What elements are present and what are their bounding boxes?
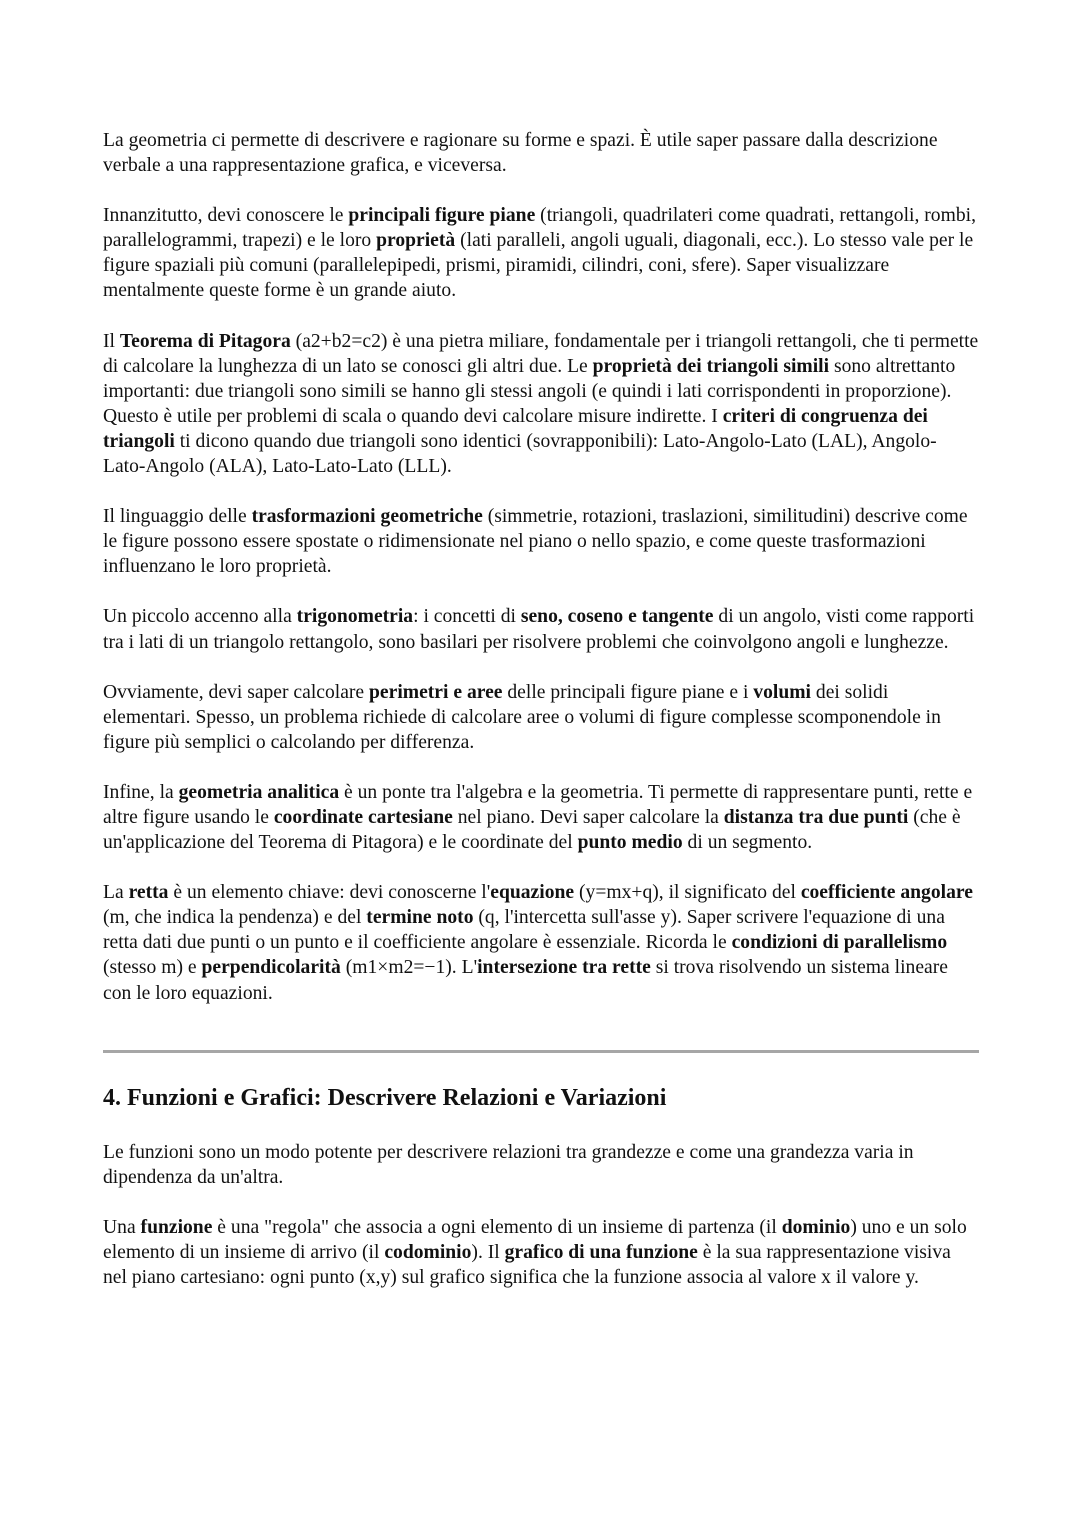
- text-run: è un ponte tra l'algebra e la geometria. Ti permette di rappresentare punti, rette e altre figure usando le: [103, 781, 973, 828]
- paragraph: [103, 329, 979, 480]
- bold-term: termine noto: [366, 907, 474, 929]
- text-run: ). Il: [471, 1241, 505, 1263]
- bold-term: codominio: [384, 1241, 472, 1263]
- text-run: delle principali figure piane e i: [502, 681, 754, 703]
- section-heading: 4. Funzioni e Grafici: Descrivere Relazioni e Variazioni: [103, 1084, 667, 1111]
- text-run: (a2+b2=c2) è una pietra miliare, fondamentale per i triangoli rettangoli, che ti permette di calcolare la lunghezza di un lato se conosci gli altri due. Le: [103, 330, 979, 377]
- bold-term: proprietà: [376, 230, 456, 252]
- bold-term: retta: [128, 882, 169, 904]
- bold-term: equazione: [490, 882, 575, 904]
- text-run: (y=mx+q), il significato del: [574, 882, 801, 904]
- text-run: (stesso m) e: [103, 957, 202, 979]
- text-run: La: [103, 882, 129, 904]
- text-run: ti dicono quando due triangoli sono identici (sovrapponibili): Lato-Angolo-Lato (LAL), Angolo-Lato-Angolo (ALA), Lato-Lato-Lato (LLL).: [103, 430, 937, 478]
- paragraph: [103, 128, 979, 178]
- bold-term: coefficiente angolare: [800, 882, 973, 904]
- text-run: Ovviamente, devi saper calcolare: [103, 681, 370, 703]
- text-run: è una "regola" che associa a ogni elemento di un insieme di partenza (il: [212, 1216, 782, 1238]
- text-run: Un piccolo accenno alla: [103, 606, 297, 628]
- paragraph: [103, 780, 979, 855]
- text-run: (m1×m2=−1). L': [340, 957, 478, 979]
- text-run: nel piano. Devi saper calcolare la: [452, 806, 724, 828]
- text-run: (m, che indica la pendenza) e del: [103, 907, 367, 929]
- text-run: (che è un'applicazione del Teorema di Pitagora) e le coordinate del: [103, 806, 961, 854]
- text-run: Il linguaggio delle: [103, 506, 252, 528]
- text-run: (triangoli, quadrilateri come quadrati, rettangoli, rombi, parallelogrammi, trapezi) e le loro: [103, 205, 976, 252]
- paragraph: [103, 203, 979, 303]
- bold-term: criteri di congruenza dei triangoli: [103, 405, 928, 452]
- text-run: Una: [103, 1216, 141, 1238]
- text-run: dei solidi elementari. Spesso, un problema richiede di calcolare aree o volumi di figure complesse scomponendole in figure più semplici o calcolando per differenza.: [103, 681, 941, 753]
- text-run: ) uno e un solo elemento di un insieme di arrivo (il: [103, 1216, 967, 1263]
- text-run: Innanzitutto, devi conoscere le: [103, 205, 349, 227]
- bold-term: seno, coseno e tangente: [520, 606, 714, 628]
- bold-term: proprietà dei triangoli simili: [592, 355, 830, 377]
- text-run: (simmetrie, rotazioni, traslazioni, similitudini) descrive come le figure possono essere spostate o ridimensionate nel piano o nello spazio, e come queste trasformazioni influenzano le loro proprietà.: [103, 506, 968, 578]
- text-run: di un angolo, visti come rapporti tra i lati di un triangolo rettangolo, sono basilari per risolvere problemi che coinvolgono angoli e lunghezze.: [103, 606, 975, 653]
- bold-term: punto medio: [577, 832, 683, 854]
- paragraph: [103, 880, 979, 1005]
- paragraph: [103, 680, 979, 755]
- bold-term: perpendicolarità: [201, 957, 341, 979]
- bold-term: funzione: [140, 1216, 213, 1238]
- paragraph: [103, 1215, 979, 1290]
- bold-term: coordinate cartesiane: [273, 806, 453, 828]
- section-divider: [103, 1050, 979, 1053]
- bold-term: volumi: [753, 681, 811, 703]
- text-run: è la sua rappresentazione visiva nel piano cartesiano: ogni punto (x,y) sul grafico significa che la funzione associa al valore x il valore y.: [103, 1241, 951, 1288]
- text-run: si trova risolvendo un sistema lineare con le loro equazioni.: [103, 957, 948, 1004]
- bold-term: geometria analitica: [178, 781, 340, 803]
- text-run: (lati paralleli, angoli uguali, diagonali, ecc.). Lo stesso vale per le figure spaziali più comuni (parallelepipedi, prismi, piramidi, cilindri, coni, sfere). Saper visualizzare mentalmente queste forme è un grande aiuto.: [103, 230, 974, 302]
- bold-term: condizioni di parallelismo: [731, 932, 948, 954]
- bold-term: intersezione tra rette: [477, 957, 651, 979]
- section-funzioni: [103, 1140, 979, 1290]
- bold-term: Teorema di Pitagora: [119, 330, 291, 352]
- text-run: Il: [103, 330, 120, 352]
- bold-term: dominio: [781, 1216, 851, 1238]
- text-run: sono altrettanto importanti: due triangoli sono simili se hanno gli stessi angoli (e quindi i lati corrispondenti in proporzione). Questo è utile per problemi di scala o quando devi calcolare misure indirette. I: [103, 355, 956, 427]
- text-run: di un segmento.: [682, 832, 813, 854]
- bold-term: principali figure piane: [348, 205, 536, 227]
- text-run: (q, l'intercetta sull'asse y). Saper scrivere l'equazione di una retta dati due punti o un punto e il coefficiente angolare è essenziale. Ricorda le: [103, 907, 945, 954]
- paragraph: [103, 504, 979, 579]
- bold-term: grafico di una funzione: [504, 1241, 698, 1263]
- bold-term: distanza tra due punti: [723, 806, 909, 828]
- text-run: La geometria ci permette di descrivere e ragionare su forme e spazi. È utile saper passare dalla descrizione verbale a una rappresentazione grafica, e viceversa.: [103, 130, 938, 177]
- section-geometria: [103, 128, 979, 1006]
- document-page: [103, 128, 979, 1315]
- paragraph: [103, 604, 979, 654]
- text-run: Infine, la: [103, 781, 179, 803]
- text-run: è un elemento chiave: devi conoscerne l': [168, 882, 491, 904]
- bold-term: perimetri e aree: [369, 681, 503, 703]
- paragraph: [103, 1140, 979, 1190]
- bold-term: trasformazioni geometriche: [251, 506, 483, 528]
- bold-term: trigonometria: [296, 606, 414, 628]
- text-run: Le funzioni sono un modo potente per descrivere relazioni tra grandezze e come una grandezza varia in dipendenza da un'altra.: [103, 1141, 914, 1188]
- text-run: : i concetti di: [413, 606, 521, 628]
